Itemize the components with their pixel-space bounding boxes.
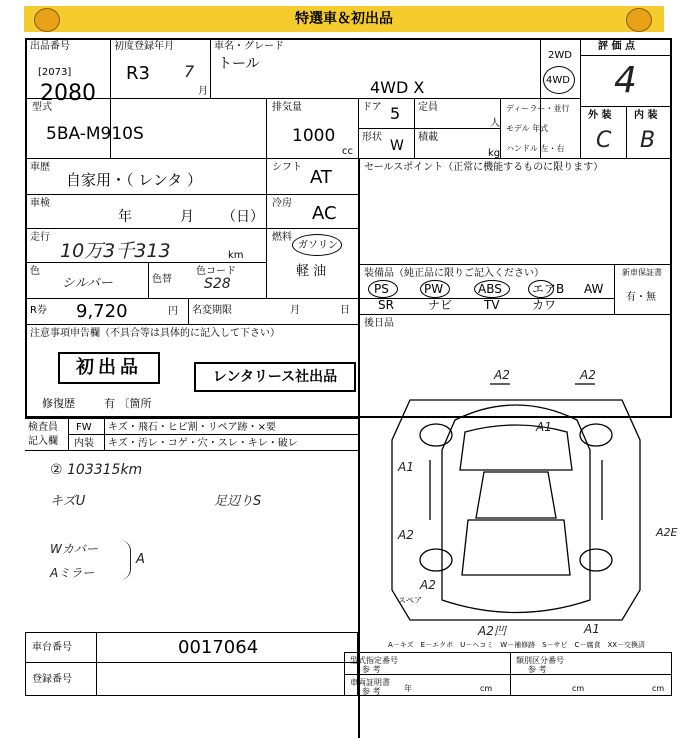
header-title: 特選車＆初出品 <box>295 11 393 27</box>
mark-a2-rear-left: A2 <box>420 578 436 592</box>
color-label: 色 <box>30 266 40 277</box>
first-reg-era: R3 <box>126 63 150 84</box>
mascot-icon <box>626 8 652 32</box>
ref-label-1: 参 考 <box>362 665 381 674</box>
lot-sub: [2073] <box>38 67 72 78</box>
drive-value: 4WD <box>546 75 570 86</box>
int-grade: B <box>640 128 656 153</box>
lot-number: 2080 <box>40 81 96 106</box>
vin-label: 車両証明書 <box>350 678 390 687</box>
cm-label-3: cm <box>652 684 665 693</box>
shape-label: 形状 <box>362 132 382 143</box>
inspector-label: 検査員 <box>28 422 58 433</box>
cm-label-1: cm <box>480 684 493 693</box>
model-year-label: モデル 年式 <box>506 124 549 133</box>
car-name-label: 車名・グレード <box>214 41 284 52</box>
car-name: トール <box>218 56 260 72</box>
ac: AC <box>312 203 337 224</box>
record-label: 記入欄 <box>28 436 58 447</box>
new-tag-label: 新車保証書 <box>622 268 662 277</box>
mark-a2-top-right: A2 <box>580 368 596 382</box>
inspect-day: （日） <box>222 209 264 225</box>
note-wcover: Wカバー <box>50 542 98 556</box>
lot-label: 出品番号 <box>30 41 70 52</box>
door-label: ドア <box>362 102 382 113</box>
note-mirror: Aミラー <box>50 566 95 580</box>
equip-leather: カワ <box>532 298 557 312</box>
disp: 1000 <box>292 126 336 146</box>
note-foot: 足辺りS <box>214 494 262 509</box>
eval-score: 4 <box>614 60 637 101</box>
disp-unit: cc <box>342 146 353 157</box>
mark-a1-hood: A1 <box>536 420 552 434</box>
door: 5 <box>390 104 401 123</box>
shape: W <box>390 138 404 154</box>
inspect-year: 年 <box>118 209 132 225</box>
mascot-icon <box>34 8 60 32</box>
chassis-label: 車台番号 <box>32 642 72 653</box>
fuel-label: 燃料 <box>272 232 292 243</box>
month-unit: 月 <box>198 86 208 97</box>
mark-a1-left: A1 <box>398 460 414 474</box>
mileage-unit: km <box>228 250 244 261</box>
mark-a2e-right: A2E <box>656 526 678 539</box>
cap-unit: 人 <box>490 118 500 129</box>
mark-a1-rear: A1 <box>584 622 600 636</box>
ext-label: 外 装 <box>588 110 612 121</box>
equip-label: 装備品（純正品に限りご記入ください） <box>364 268 544 279</box>
mark-a2-top-left: A2 <box>494 368 510 382</box>
repair-value: 有 〔箇所 <box>104 397 152 410</box>
fw-label: FW <box>76 422 92 433</box>
recycle-label: R券 <box>30 305 47 316</box>
year-label: 年 <box>404 684 412 693</box>
load-label: 積載 <box>418 132 438 143</box>
name-change-label: 名変期限 <box>192 305 232 316</box>
color-code: S28 <box>204 276 231 292</box>
shift-label: シフト <box>272 162 302 173</box>
mileage: 10万3千313 <box>60 240 171 262</box>
fuel-petrol: ガソリン <box>298 240 338 251</box>
ext-grade: C <box>596 128 612 153</box>
note-scratch: キズU <box>50 494 86 509</box>
color: シルバー <box>62 276 113 291</box>
sales-label: セールスポイント（正常に機能するものに限ります） <box>364 162 604 173</box>
interior-label: 内装 <box>74 438 94 449</box>
ref-label-3: 参 考 <box>362 687 381 696</box>
ac-label: 冷房 <box>272 198 292 209</box>
history: 自家用・（ レンタ ） <box>66 171 203 189</box>
equip-aw: AW <box>584 282 604 296</box>
mark-a2-left: A2 <box>398 528 414 542</box>
recycle-value: 9,720 <box>76 301 128 322</box>
equip-sr: SR <box>378 298 394 312</box>
cap-label: 定員 <box>418 102 438 113</box>
equip-airbag: エアB <box>532 282 565 296</box>
grade: 4WD X <box>370 78 425 97</box>
handle-label: ハンドル 左・右 <box>506 144 565 153</box>
equip-pw: PW <box>424 282 444 296</box>
int-label: 内 装 <box>634 110 658 121</box>
new-tag-value: 有・無 <box>626 292 656 303</box>
drive-label: 2WD <box>548 50 572 61</box>
color-swap-label: 色替 <box>152 274 172 285</box>
model: 5BA-M910S <box>46 124 144 144</box>
first-listing-stamp: 初出品 <box>58 352 160 384</box>
model-label: 型式 <box>32 102 52 113</box>
repair-label: 修復歴 <box>42 397 75 410</box>
mark-a2-dent: A2凹 <box>478 624 506 638</box>
mileage-label: 走行 <box>30 232 50 243</box>
first-reg-month: 7 <box>184 62 195 81</box>
equip-navi: ナビ <box>428 298 453 312</box>
nc-month: 月 <box>290 305 300 316</box>
spare-label: スペア <box>398 596 422 605</box>
legend: A－キズ E－エクボ U－ヘコミ W－補修跡 S－サビ C－腐食 XX－交換済 <box>388 641 646 649</box>
history-label: 車歴 <box>30 162 50 173</box>
equip-ps: PS <box>374 282 389 296</box>
cm-label-2: cm <box>572 684 585 693</box>
first-reg-label: 初度登録年月 <box>114 41 174 52</box>
shift: AT <box>310 167 332 188</box>
eval-label: 評 価 点 <box>598 41 635 52</box>
equip-tv: TV <box>484 298 500 312</box>
color-code-label: 色コード <box>196 266 236 277</box>
int-items: キズ・汚レ・コゲ・穴・スレ・キレ・破レ <box>108 438 298 449</box>
inspect-month: 月 <box>180 209 194 225</box>
recycle-unit: 円 <box>168 306 178 317</box>
disp-label: 排気量 <box>272 102 302 113</box>
rental-stamp: レンタリース社出品 <box>194 362 356 392</box>
inspect-label: 車検 <box>30 198 50 209</box>
chassis: 0017064 <box>178 637 259 658</box>
reg-label: 登録番号 <box>32 674 72 685</box>
fuel-light: 軽 油 <box>296 264 327 279</box>
nc-day: 日 <box>340 305 350 316</box>
equip-abs: ABS <box>478 282 502 296</box>
note-bracket: A <box>136 552 145 567</box>
fw-items: キズ・飛石・ヒビ割・リペア跡・×要 <box>108 422 276 433</box>
type-spec-label: 型式指定番号 <box>350 656 398 665</box>
note-mileage: ② 103315km <box>50 462 143 478</box>
rear-seat-label: 後日品 <box>364 318 394 329</box>
load-unit: kg <box>488 148 501 159</box>
ref-label-2: 参 考 <box>528 665 547 674</box>
dealer-label: ディーラー・並行 <box>506 104 570 113</box>
notes-label: 注意事項申告欄（不具合等は具体的に記入して下さい） <box>30 328 280 339</box>
cat-label: 類別区分番号 <box>516 656 564 665</box>
